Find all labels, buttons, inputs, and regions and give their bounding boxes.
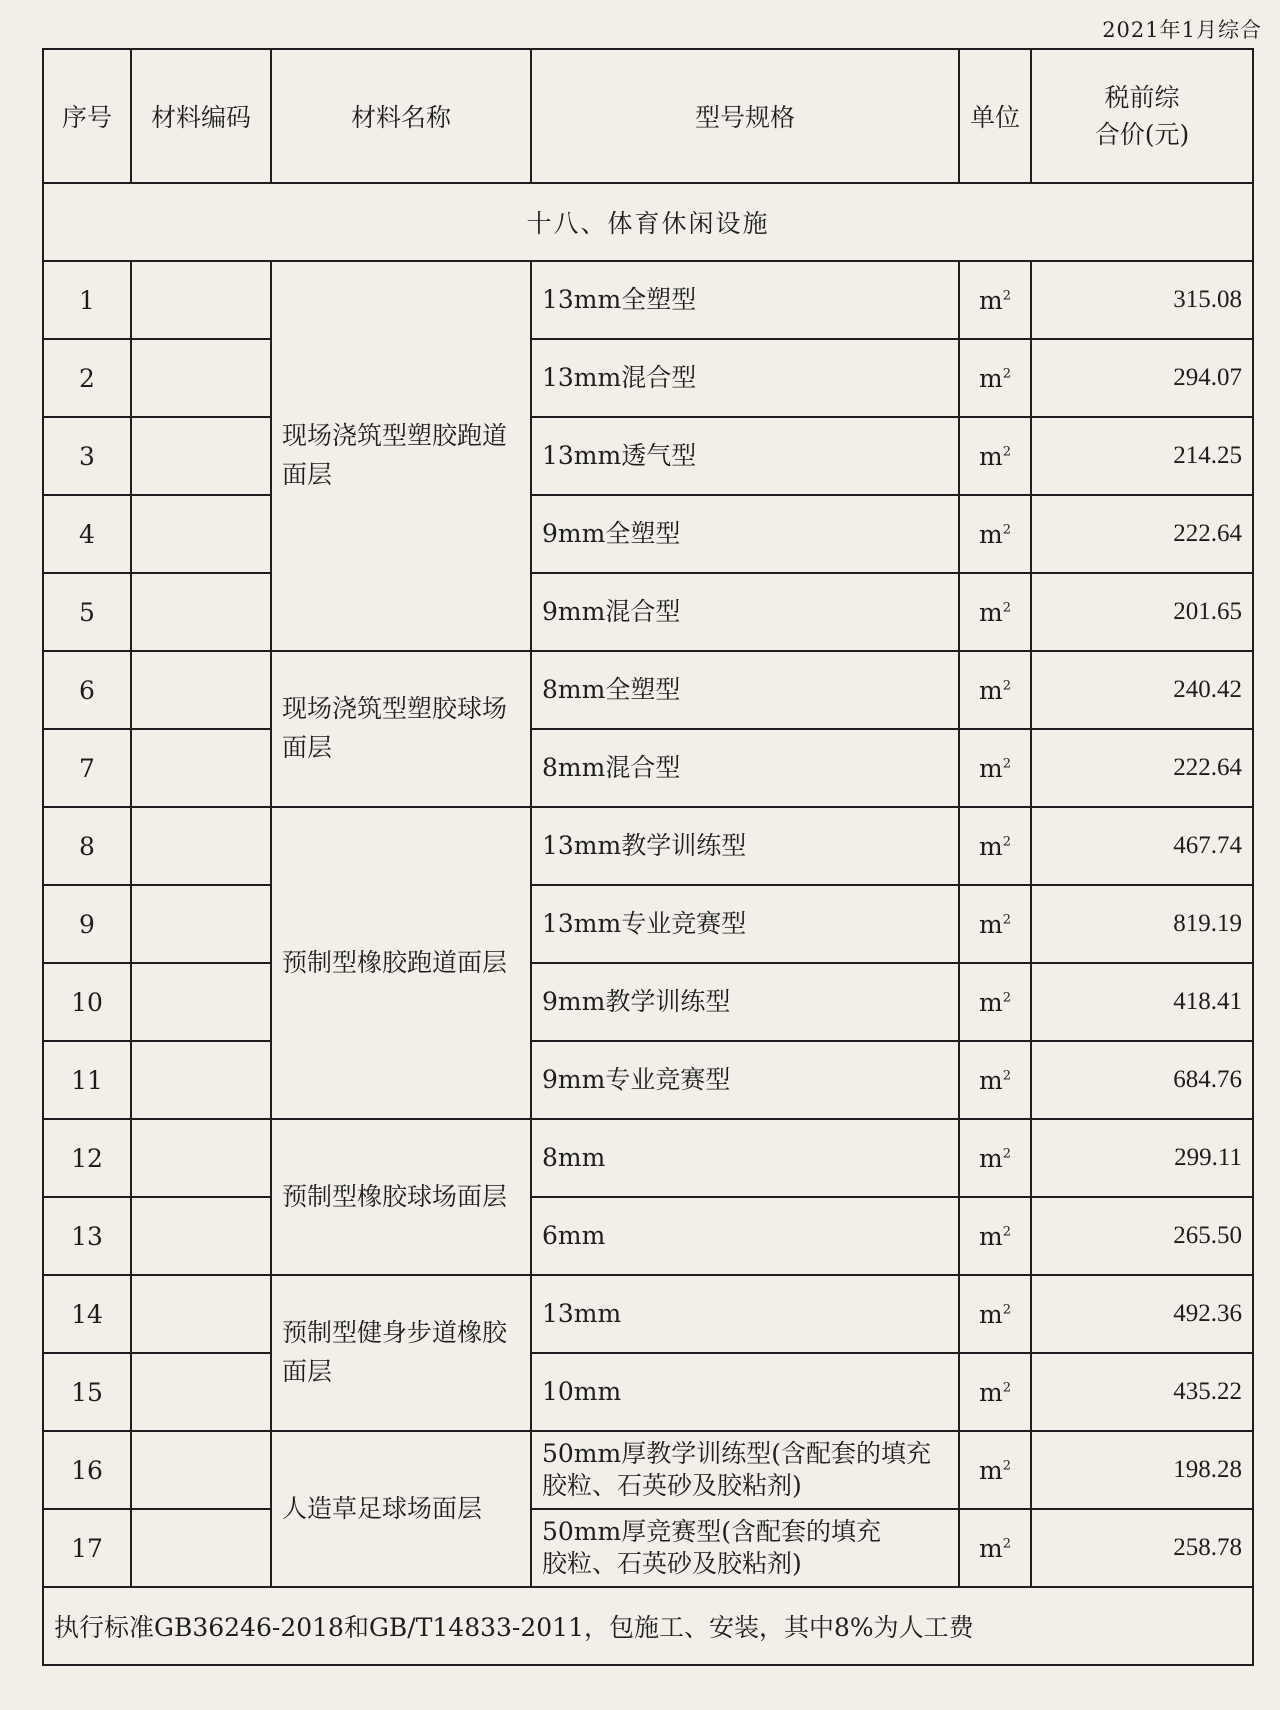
price-sheet bbox=[42, 48, 1252, 1666]
row-code bbox=[131, 651, 271, 729]
table-row bbox=[43, 651, 1253, 729]
row-seq: 9 bbox=[43, 885, 131, 963]
table-row bbox=[43, 339, 1253, 417]
row-unit: $m^2$ bbox=[959, 339, 1031, 417]
row-spec: 8mm bbox=[531, 1119, 959, 1197]
row-code bbox=[131, 495, 271, 573]
row-spec: 13mm专业竞赛型 bbox=[531, 885, 959, 963]
header-row bbox=[43, 49, 1253, 183]
row-price: 214.25 bbox=[1031, 417, 1253, 495]
row-seq: 2 bbox=[43, 339, 131, 417]
col-header-seq: 序号 bbox=[43, 49, 131, 183]
table-row bbox=[43, 885, 1253, 963]
row-spec: 50mm厚竞赛型(含配套的填充 胶粒、石英砂及胶粘剂) bbox=[531, 1509, 959, 1587]
row-seq: 1 bbox=[43, 261, 131, 339]
row-seq: 17 bbox=[43, 1509, 131, 1587]
row-price: 265.50 bbox=[1031, 1197, 1253, 1275]
row-seq: 15 bbox=[43, 1353, 131, 1431]
section-title: 十八、体育休闲设施 bbox=[43, 183, 1253, 261]
row-code bbox=[131, 1509, 271, 1587]
row-code bbox=[131, 1353, 271, 1431]
material-name-cell bbox=[271, 261, 531, 651]
table-row bbox=[43, 261, 1253, 339]
row-price: 258.78 bbox=[1031, 1509, 1253, 1587]
row-seq: 5 bbox=[43, 573, 131, 651]
row-unit: $m^2$ bbox=[959, 729, 1031, 807]
row-seq: 7 bbox=[43, 729, 131, 807]
row-code bbox=[131, 261, 271, 339]
table-row bbox=[43, 1275, 1253, 1353]
row-unit: $m^2$ bbox=[959, 807, 1031, 885]
row-code bbox=[131, 729, 271, 807]
row-unit: $m^2$ bbox=[959, 651, 1031, 729]
table-row bbox=[43, 1119, 1253, 1197]
row-spec: 8mm混合型 bbox=[531, 729, 959, 807]
row-seq: 3 bbox=[43, 417, 131, 495]
row-unit: $m^2$ bbox=[959, 261, 1031, 339]
table-row bbox=[43, 495, 1253, 573]
row-code bbox=[131, 963, 271, 1041]
row-code bbox=[131, 1041, 271, 1119]
row-seq: 13 bbox=[43, 1197, 131, 1275]
material-name: 人造草足球场面层 bbox=[282, 1493, 483, 1523]
table-row bbox=[43, 1509, 1253, 1587]
row-unit: $m^2$ bbox=[959, 573, 1031, 651]
row-seq: 8 bbox=[43, 807, 131, 885]
col-header-price bbox=[1031, 49, 1253, 183]
row-price: 492.36 bbox=[1031, 1275, 1253, 1353]
row-price: 294.07 bbox=[1031, 339, 1253, 417]
row-seq: 16 bbox=[43, 1431, 131, 1509]
row-unit: $m^2$ bbox=[959, 1275, 1031, 1353]
material-name-cont: 面层 bbox=[282, 733, 333, 762]
row-spec: 13mm混合型 bbox=[531, 339, 959, 417]
row-unit: $m^2$ bbox=[959, 417, 1031, 495]
row-unit: $m^2$ bbox=[959, 1509, 1031, 1587]
row-price: 198.28 bbox=[1031, 1431, 1253, 1509]
material-name-cell bbox=[271, 807, 531, 1119]
material-name-cell bbox=[271, 651, 531, 807]
row-unit: $m^2$ bbox=[959, 1431, 1031, 1509]
row-seq: 14 bbox=[43, 1275, 131, 1353]
row-unit: $m^2$ bbox=[959, 1197, 1031, 1275]
col-header-code: 材料编码 bbox=[131, 49, 271, 183]
row-code bbox=[131, 573, 271, 651]
table-row bbox=[43, 963, 1253, 1041]
table-row bbox=[43, 1353, 1253, 1431]
row-seq: 12 bbox=[43, 1119, 131, 1197]
row-code bbox=[131, 1197, 271, 1275]
row-unit: $m^2$ bbox=[959, 1119, 1031, 1197]
row-spec: 8mm全塑型 bbox=[531, 651, 959, 729]
row-spec: 13mm教学训练型 bbox=[531, 807, 959, 885]
table-row bbox=[43, 1197, 1253, 1275]
row-code bbox=[131, 885, 271, 963]
table-row bbox=[43, 729, 1253, 807]
row-unit: $m^2$ bbox=[959, 1353, 1031, 1431]
row-price: 299.11 bbox=[1031, 1119, 1253, 1197]
row-code bbox=[131, 417, 271, 495]
row-price: 684.76 bbox=[1031, 1041, 1253, 1119]
material-name-cell bbox=[271, 1275, 531, 1431]
row-seq: 11 bbox=[43, 1041, 131, 1119]
row-spec: 50mm厚教学训练型(含配套的填充 胶粒、石英砂及胶粘剂) bbox=[531, 1431, 959, 1509]
material-name: 现场浇筑型塑胶球场 bbox=[282, 694, 508, 724]
material-name: 预制型橡胶球场面层 bbox=[282, 1181, 508, 1211]
table-row bbox=[43, 417, 1253, 495]
row-code bbox=[131, 1275, 271, 1353]
row-seq: 10 bbox=[43, 963, 131, 1041]
row-unit: $m^2$ bbox=[959, 495, 1031, 573]
row-spec: 13mm透气型 bbox=[531, 417, 959, 495]
row-price: 222.64 bbox=[1031, 729, 1253, 807]
row-spec: 9mm混合型 bbox=[531, 573, 959, 651]
col-header-unit: 单位 bbox=[959, 49, 1031, 183]
row-unit: $m^2$ bbox=[959, 963, 1031, 1041]
note-row bbox=[43, 1587, 1253, 1665]
row-spec: 13mm bbox=[531, 1275, 959, 1353]
standard-note: 执行标准GB36246-2018和GB/T14833-2011，包施工、安装，其中8%为人工费 bbox=[43, 1587, 1253, 1665]
col-header-name: 材料名称 bbox=[271, 49, 531, 183]
row-price: 201.65 bbox=[1031, 573, 1253, 651]
row-price: 418.41 bbox=[1031, 963, 1253, 1041]
row-code bbox=[131, 1431, 271, 1509]
row-spec: 9mm教学训练型 bbox=[531, 963, 959, 1041]
row-price: 315.08 bbox=[1031, 261, 1253, 339]
row-seq: 4 bbox=[43, 495, 131, 573]
material-name-cell bbox=[271, 1119, 531, 1275]
material-name-cont: 面层 bbox=[282, 460, 333, 489]
row-spec: 10mm bbox=[531, 1353, 959, 1431]
row-price: 819.19 bbox=[1031, 885, 1253, 963]
table-row bbox=[43, 1431, 1253, 1509]
col-header-spec: 型号规格 bbox=[531, 49, 959, 183]
material-name-cont: 面层 bbox=[282, 1357, 333, 1386]
price-table bbox=[42, 48, 1254, 1666]
col-header-price-line2: 合价(元) bbox=[1094, 120, 1190, 149]
row-unit: $m^2$ bbox=[959, 1041, 1031, 1119]
section-row bbox=[43, 183, 1253, 261]
page-header: 2021年1月综合 bbox=[1102, 18, 1262, 42]
row-code bbox=[131, 339, 271, 417]
row-spec: 9mm专业竞赛型 bbox=[531, 1041, 959, 1119]
table-row bbox=[43, 573, 1253, 651]
row-code bbox=[131, 807, 271, 885]
material-name-cell bbox=[271, 1431, 531, 1587]
col-header-price-line1: 税前综 bbox=[1104, 82, 1180, 112]
table-row bbox=[43, 807, 1253, 885]
row-spec: 9mm全塑型 bbox=[531, 495, 959, 573]
row-seq: 6 bbox=[43, 651, 131, 729]
row-spec: 13mm全塑型 bbox=[531, 261, 959, 339]
row-price: 435.22 bbox=[1031, 1353, 1253, 1431]
row-price: 222.64 bbox=[1031, 495, 1253, 573]
table-row bbox=[43, 1041, 1253, 1119]
row-unit: $m^2$ bbox=[959, 885, 1031, 963]
row-code bbox=[131, 1119, 271, 1197]
material-name: 现场浇筑型塑胶跑道 bbox=[282, 421, 508, 451]
row-price: 467.74 bbox=[1031, 807, 1253, 885]
row-price: 240.42 bbox=[1031, 651, 1253, 729]
row-spec: 6mm bbox=[531, 1197, 959, 1275]
material-name: 预制型橡胶跑道面层 bbox=[282, 947, 508, 977]
material-name: 预制型健身步道橡胶 bbox=[282, 1318, 508, 1348]
